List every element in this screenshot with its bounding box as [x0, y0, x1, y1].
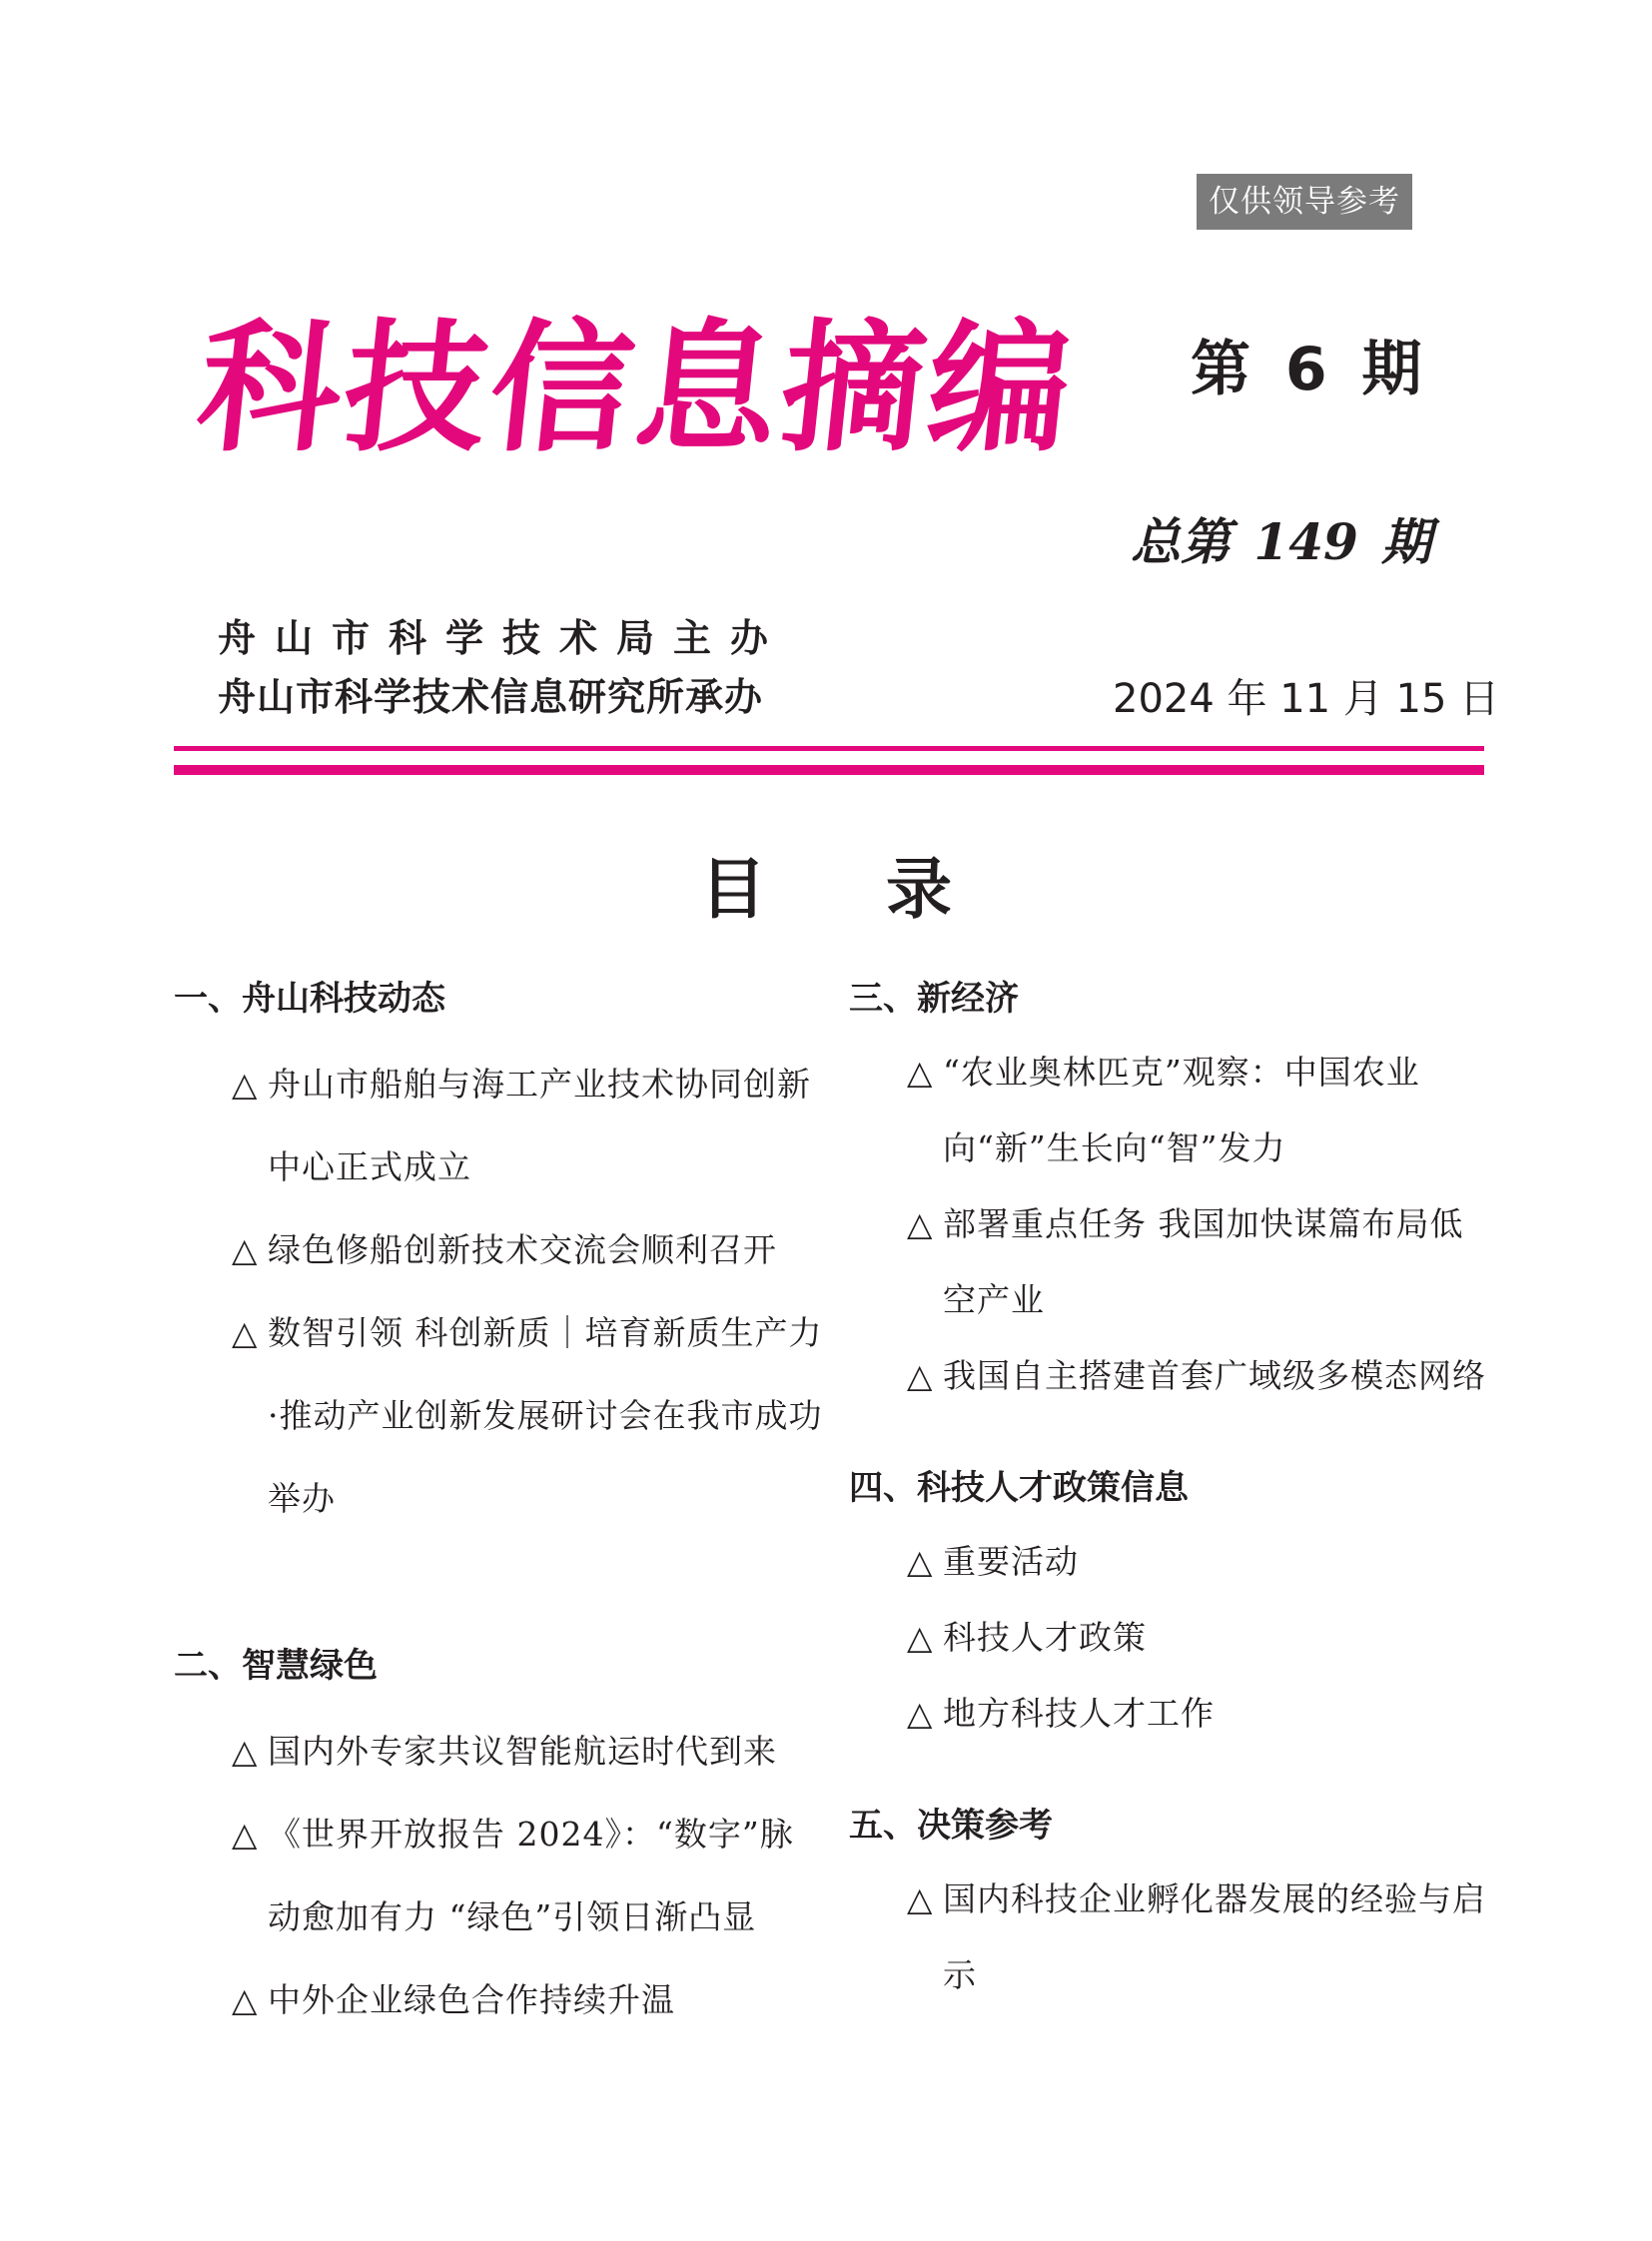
- toc-item-text: 国内外专家共议智能航运时代到来: [268, 1732, 777, 1771]
- total-issue-number: 总第 149 期: [1131, 512, 1432, 571]
- toc-item[interactable]: [907, 1338, 1488, 1414]
- toc-section: [174, 1646, 823, 2041]
- triangle-bullet-icon: △: [907, 1356, 934, 1395]
- organizer: 舟山市科学技术局主办: [218, 616, 788, 660]
- toc-item[interactable]: [907, 1862, 1488, 2013]
- toc-item[interactable]: [907, 1600, 1488, 1676]
- triangle-bullet-icon: △: [907, 1694, 934, 1733]
- toc-column-left: [174, 979, 823, 2041]
- toc-section-title: 四、科技人才政策信息: [849, 1468, 1189, 1508]
- toc-section: [849, 1806, 1488, 2013]
- masthead-title: 科技信息摘编: [190, 306, 1084, 471]
- header-rule-thick: [174, 765, 1484, 775]
- toc-section: [849, 1468, 1488, 1752]
- triangle-bullet-icon: △: [232, 1732, 259, 1771]
- toc-section-title: 三、新经济: [849, 979, 1019, 1019]
- toc-item-text: 部署重点任务 我国加快谋篇布局低空产业: [943, 1204, 1464, 1319]
- toc-item[interactable]: [907, 1524, 1488, 1600]
- toc-item-text: “农业奥林匹克”观察：中国农业向“新”生长向“智”发力: [943, 1053, 1420, 1167]
- toc-section-title: 一、舟山科技动态: [174, 979, 445, 1019]
- triangle-bullet-icon: △: [232, 1815, 259, 1854]
- triangle-bullet-icon: △: [907, 1618, 934, 1657]
- toc-section: [174, 979, 823, 1540]
- toc-section: [849, 979, 1488, 1414]
- triangle-bullet-icon: △: [232, 1230, 259, 1269]
- toc-item-text: 中外企业绿色合作持续升温: [268, 1980, 675, 2019]
- triangle-bullet-icon: △: [907, 1542, 934, 1581]
- toc-item-text: 舟山市船舶与海工产业技术协同创新中心正式成立: [268, 1065, 811, 1186]
- triangle-bullet-icon: △: [232, 1313, 259, 1352]
- toc-item[interactable]: [907, 1676, 1488, 1752]
- internal-reference-badge: 仅供领导参考: [1197, 174, 1412, 230]
- toc-title: 目录: [700, 851, 1072, 928]
- triangle-bullet-icon: △: [232, 1980, 259, 2019]
- toc-item[interactable]: [907, 1186, 1488, 1338]
- toc-item[interactable]: [232, 1043, 823, 1208]
- toc-item[interactable]: [232, 1291, 823, 1540]
- toc-item-text: 地方科技人才工作: [943, 1694, 1215, 1733]
- triangle-bullet-icon: △: [232, 1065, 259, 1104]
- toc-item-text: 重要活动: [943, 1542, 1079, 1581]
- header-rule-thin: [174, 746, 1484, 751]
- toc-item[interactable]: [232, 1958, 823, 2041]
- toc-item[interactable]: [232, 1208, 823, 1291]
- toc-item[interactable]: [232, 1793, 823, 1958]
- toc-item-text: 数智引领 科创新质｜培育新质生产力·推动产业创新发展研讨会在我市成功举办: [268, 1313, 823, 1518]
- toc-item-text: 《世界开放报告 2024》：“数字”脉动愈加有力 “绿色”引领日渐凸显: [268, 1815, 794, 1936]
- co-organizer: 舟山市科学技术信息研究所承办: [218, 675, 764, 719]
- issue-number: 第 6 期: [1191, 335, 1422, 404]
- triangle-bullet-icon: △: [907, 1053, 934, 1092]
- toc-item-text: 绿色修船创新技术交流会顺利召开: [268, 1230, 777, 1269]
- toc-section-title: 二、智慧绿色: [174, 1646, 378, 1686]
- toc-item-text: 国内科技企业孵化器发展的经验与启示: [943, 1879, 1486, 1994]
- toc-item[interactable]: [232, 1710, 823, 1793]
- toc-column-right: [849, 979, 1488, 2013]
- toc-item-text: 科技人才政策: [943, 1618, 1147, 1657]
- toc-section-title: 五、决策参考: [849, 1806, 1053, 1846]
- triangle-bullet-icon: △: [907, 1204, 934, 1243]
- publication-date: 2024 年 11 月 15 日: [1113, 676, 1500, 722]
- toc-item-text: 我国自主搭建首套广域级多模态网络: [943, 1356, 1486, 1395]
- toc-item[interactable]: [907, 1035, 1488, 1186]
- triangle-bullet-icon: △: [907, 1879, 934, 1918]
